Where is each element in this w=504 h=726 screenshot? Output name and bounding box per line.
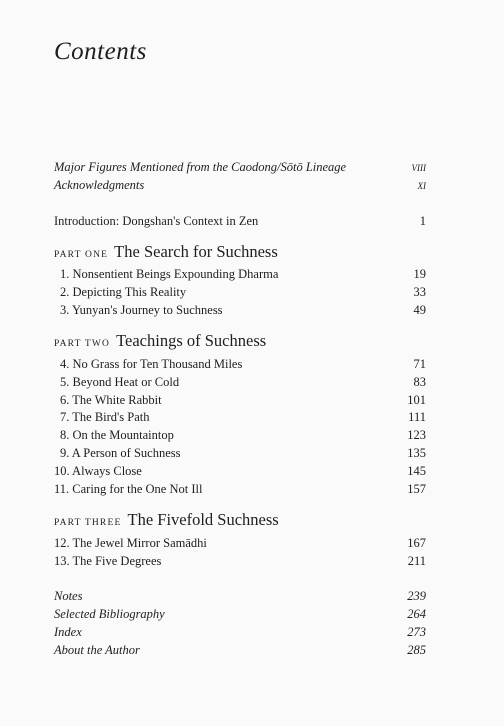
toc-entry-label: 5. Beyond Heat or Cold (60, 375, 180, 389)
toc-entry-page: 145 (407, 464, 426, 478)
toc-entry-label: 8. On the Mountaintop (60, 428, 174, 442)
part-heading-three[interactable] (54, 510, 426, 530)
toc-entry-chapter-6[interactable] (54, 392, 426, 408)
toc-entry-label: Major Figures Mentioned from the Caodong/Sōtō Lineage (54, 160, 347, 174)
toc-entry-page: 264 (407, 607, 426, 621)
toc-entry-label: Notes (54, 589, 83, 603)
toc-entry-bibliography[interactable] (54, 606, 426, 622)
toc-entry-chapter-1[interactable] (54, 266, 426, 282)
page-title: Contents (54, 38, 147, 65)
toc-entry-page: 1 (419, 214, 426, 228)
part-number: PART TWO (54, 339, 111, 349)
toc-entry-label: About the Author (54, 643, 140, 657)
part-title: Teachings of Suchness (116, 331, 267, 350)
part-number: PART THREE (54, 518, 122, 528)
toc-entry-label: Acknowledgments (54, 178, 145, 192)
toc-entry-page: 135 (407, 446, 426, 460)
toc-entry-chapter-11[interactable] (54, 481, 426, 497)
toc-entry-major-figures[interactable] (54, 159, 426, 175)
toc-entry-label: 9. A Person of Suchness (60, 446, 181, 460)
toc-entry-chapter-13[interactable] (54, 553, 426, 569)
part-title: The Search for Suchness (114, 242, 278, 261)
toc-entry-label: 13. The Five Degrees (54, 554, 162, 568)
toc-entry-page: 49 (413, 303, 426, 317)
toc-entry-chapter-7[interactable] (54, 409, 426, 425)
toc-entry-chapter-9[interactable] (54, 445, 426, 461)
toc-entry-notes[interactable] (54, 588, 426, 604)
toc-entry-page: 71 (413, 357, 426, 371)
toc-entry-chapter-5[interactable] (54, 374, 426, 390)
toc-entry-label: 1. Nonsentient Beings Expounding Dharma (60, 267, 279, 281)
toc-entry-about-author[interactable] (54, 642, 426, 658)
toc-entry-chapter-12[interactable] (54, 535, 426, 551)
toc-entry-page: 123 (407, 428, 426, 442)
toc-entry-label: 7. The Bird's Path (60, 410, 150, 424)
toc-entry-chapter-3[interactable] (54, 302, 426, 318)
toc-entry-page: viii (411, 160, 426, 174)
toc-entry-introduction[interactable] (54, 213, 426, 229)
part-number: PART ONE (54, 250, 109, 260)
toc-entry-index[interactable] (54, 624, 426, 640)
toc-entry-label: 3. Yunyan's Journey to Suchness (60, 303, 223, 317)
toc-entry-label: 4. No Grass for Ten Thousand Miles (60, 357, 243, 371)
toc-entry-label: 6. The White Rabbit (60, 393, 162, 407)
toc-entry-page: 285 (407, 643, 426, 657)
part-title: The Fivefold Suchness (127, 510, 279, 529)
toc-entry-label: 10. Always Close (54, 464, 142, 478)
toc-entry-label: 12. The Jewel Mirror Samādhi (54, 536, 207, 550)
toc-entry-chapter-10[interactable] (54, 463, 426, 479)
toc-entry-label: 2. Depicting This Reality (60, 285, 187, 299)
toc-entry-label: Introduction: Dongshan's Context in Zen (54, 214, 259, 228)
toc-entry-acknowledgments[interactable] (54, 177, 426, 193)
toc-entry-page: 111 (408, 410, 426, 424)
toc-entry-page: 19 (413, 267, 426, 281)
toc-entry-page: 211 (407, 554, 426, 568)
toc-entry-page: 239 (407, 589, 426, 603)
toc-entry-label: Index (54, 625, 82, 639)
part-heading-one[interactable] (54, 242, 426, 262)
toc-entry-label: Selected Bibliography (54, 607, 165, 621)
toc-entry-page: 273 (407, 625, 426, 639)
toc-entry-chapter-8[interactable] (54, 427, 426, 443)
toc-entry-chapter-4[interactable] (54, 356, 426, 372)
toc-entry-page: 157 (407, 482, 426, 496)
toc-entry-label: 11. Caring for the One Not Ill (54, 482, 203, 496)
toc-entry-page: 33 (413, 285, 426, 299)
toc-entry-page: 101 (407, 393, 426, 407)
toc-entry-page: 167 (407, 536, 426, 550)
toc-entry-page: xi (417, 178, 426, 192)
toc-entry-page: 83 (413, 375, 426, 389)
toc-entry-chapter-2[interactable] (54, 284, 426, 300)
part-heading-two[interactable] (54, 331, 426, 351)
